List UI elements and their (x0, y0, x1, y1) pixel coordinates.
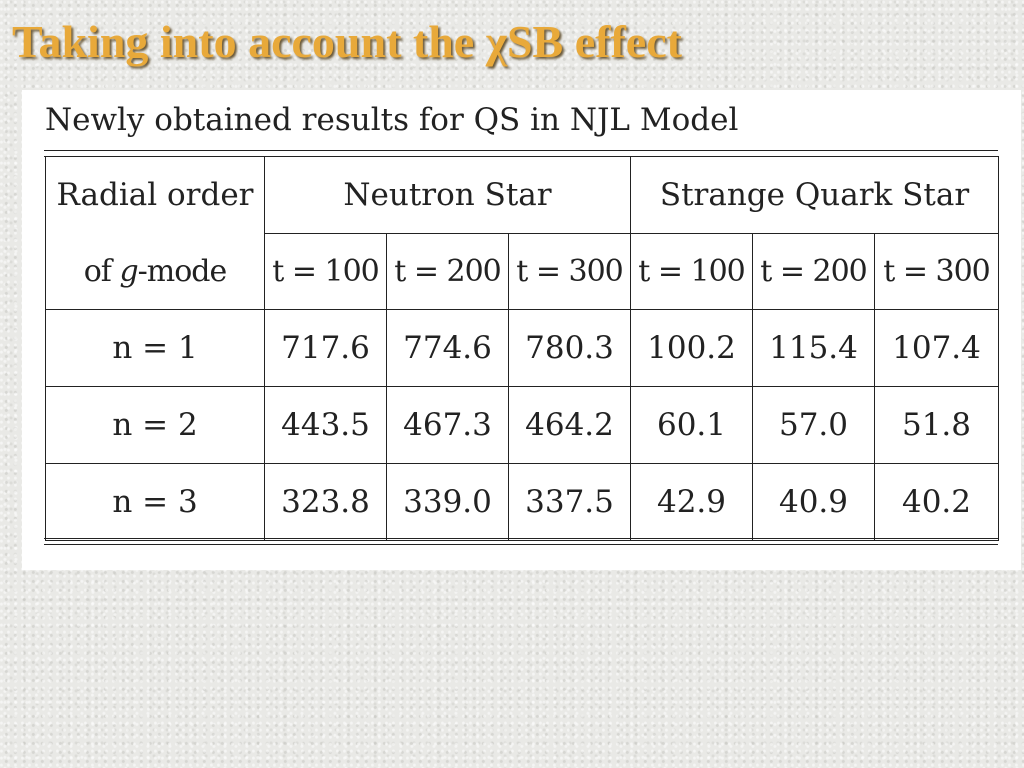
row-label: n = 3 (46, 464, 265, 541)
group-strange-quark-star: Strange Quark Star (631, 157, 999, 234)
subheader-cell: t = 200 (387, 234, 509, 310)
row-label: n = 1 (46, 310, 265, 387)
table-row (46, 387, 999, 464)
table-row (46, 310, 999, 387)
table-cell: 443.5 (265, 387, 387, 464)
table-cell: 780.3 (509, 310, 631, 387)
table-cell: 464.2 (509, 387, 631, 464)
table-header-row (46, 157, 999, 234)
table-cell: 339.0 (387, 464, 509, 541)
results-panel (22, 90, 1021, 570)
bottom-rule (44, 538, 998, 539)
table-cell: 774.6 (387, 310, 509, 387)
subheader-cell: t = 300 (509, 234, 631, 310)
table-cell: 717.6 (265, 310, 387, 387)
row-header-g: g (119, 253, 138, 289)
table-cell: 40.9 (753, 464, 875, 541)
table-cell: 57.0 (753, 387, 875, 464)
row-label: n = 2 (46, 387, 265, 464)
table-subheader-row (46, 234, 999, 310)
results-table (45, 156, 999, 541)
table-cell: 60.1 (631, 387, 753, 464)
table-cell: 107.4 (875, 310, 999, 387)
slide-title: Taking into account the χSB effect (12, 16, 682, 67)
subheader-cell: t = 300 (875, 234, 999, 310)
row-header-line1: Radial order (46, 157, 265, 234)
top-rule (44, 150, 998, 151)
subheader-cell: t = 100 (631, 234, 753, 310)
table-cell: 51.8 (875, 387, 999, 464)
table-caption: Newly obtained results for QS in NJL Model (45, 102, 739, 138)
subheader-cell: t = 100 (265, 234, 387, 310)
table-cell: 323.8 (265, 464, 387, 541)
row-header-line2 (46, 234, 265, 310)
row-header-suffix: -mode (137, 253, 227, 289)
table-row (46, 464, 999, 541)
bottom-rule-inner (44, 544, 998, 545)
group-neutron-star: Neutron Star (265, 157, 631, 234)
table-cell: 115.4 (753, 310, 875, 387)
table-cell: 467.3 (387, 387, 509, 464)
table-cell: 40.2 (875, 464, 999, 541)
table-cell: 337.5 (509, 464, 631, 541)
table-cell: 42.9 (631, 464, 753, 541)
table-cell: 100.2 (631, 310, 753, 387)
row-header-prefix: of (83, 253, 120, 289)
subheader-cell: t = 200 (753, 234, 875, 310)
